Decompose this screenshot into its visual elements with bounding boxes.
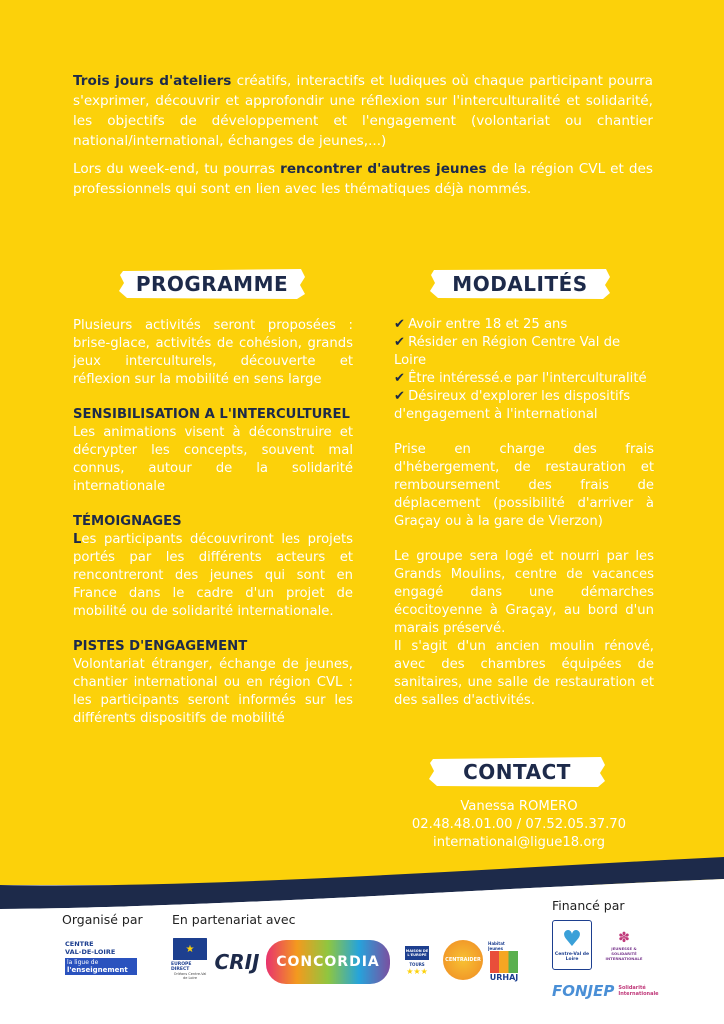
centraider-logo: CENTRAIDER xyxy=(443,940,483,980)
checkmark-icon: ✔ xyxy=(394,389,406,404)
moulin-text: Il s'agit d'un ancien moulin rénové, avec des chambres équipées de sanitaires, une salle de restauration et des salles d'activités. xyxy=(394,639,654,708)
hebergement-text: Le groupe sera logé et nourri par les Grands Moulins, centre de vacances engagé dans une démarches écocitoyenne à Graçay, au bord d'un marais préservé. xyxy=(394,549,654,636)
programme-intro: Plusieurs activités seront proposées : brise-glace, activités de cohésion, grands jeux interculturels, découverte et réflexion sur la mobilité en sens large xyxy=(73,318,353,387)
checkmark-icon: ✔ xyxy=(394,371,406,386)
maison-europe-logo: MAISON DE L'EUROPE TOURS ★★★ xyxy=(396,938,438,984)
section-title-temoignages: TÉMOIGNAGES xyxy=(73,514,182,529)
section-text-sensibilisation: Les animations visent à déconstruire et décrypter les concepts, souvent mal connus, autour de la solidarité internationale xyxy=(73,425,353,494)
modalites-column xyxy=(394,316,654,710)
prise-en-charge-text: Prise en charge des frais d'hébergement, de restauration et remboursement des frais de déplacement (possibilité d'arriver à Graçay ou à la gare de Vierzon) xyxy=(394,442,654,529)
contact-name: Vanessa ROMERO xyxy=(460,799,578,814)
section-text-pistes: Volontariat étranger, échange de jeunes, chantier international ou en région CVL : les participants seront informés sur les différents dispositifs de mobilité xyxy=(73,657,353,726)
concordia-logo: CONCORDIA xyxy=(266,940,390,984)
programme-column xyxy=(73,317,353,728)
intro-paragraph-2: Lors du week-end, tu pourras rencontrer d'autres jeunes de la région CVL et des professionnels qui sont en lien avec les thématiques déjà nommés. xyxy=(73,161,653,197)
fonjep-logo: FONJEP Solidarité Internationale xyxy=(552,980,664,1002)
requirement-item: ✔ Désireux d'explorer les dispositifs d'engagement à l'international xyxy=(394,389,631,422)
eu-flag-icon: ★ xyxy=(173,938,207,960)
intro-text xyxy=(73,71,653,207)
europe-direct-logo: ★ EUROPE DIRECT Orléans Centre-Val de Loire xyxy=(171,938,209,984)
heart-icon: ♥ xyxy=(562,927,582,952)
contact-title: CONTACT xyxy=(463,760,571,784)
modalites-title: MODALITÉS xyxy=(452,272,588,296)
region-cvl-logo: ♥ Centre-Val de Loire xyxy=(552,920,592,970)
checkmark-icon: ✔ xyxy=(394,317,406,332)
organise-label: Organisé par xyxy=(62,912,143,927)
urhaj-logo: Habitat Jeunes URHAJ xyxy=(488,938,520,984)
intro-paragraph-1: Trois jours d'ateliers créatifs, interactifs et ludiques où chaque participant pourra s'exprimer, découvrir et approfondir une réflexion sur l'interculturalité et solidarité, les objectifs de développement et l'engagement (volontariat ou chantier national/international, échanges de jeunes,...) xyxy=(73,73,653,149)
ligue-enseignement-logo: CENTRE VAL-DE-LOIRE la ligue de l'enseignement xyxy=(62,938,140,984)
contact-heading xyxy=(428,755,606,789)
contact-phones[interactable]: 02.48.48.01.00 / 07.52.05.37.70 xyxy=(411,817,627,832)
jeunesse-solidarite-logo: ✽ JEUNESSE & SOLIDARITÉ INTERNATIONALE xyxy=(600,920,648,970)
partenariat-label: En partenariat avec xyxy=(172,912,296,927)
section-title-sensibilisation: SENSIBILISATION A L'INTERCULTUREL xyxy=(73,407,350,422)
crij-logo: CRIJ xyxy=(212,940,262,984)
contact-block xyxy=(394,798,644,852)
contact-email[interactable]: international@ligue18.org xyxy=(433,835,605,850)
requirement-item: ✔ Avoir entre 18 et 25 ans xyxy=(394,317,568,332)
programme-heading xyxy=(117,267,307,301)
checkmark-icon: ✔ xyxy=(394,335,406,350)
modalites-heading xyxy=(429,267,611,301)
houses-icon xyxy=(490,951,518,973)
programme-title: PROGRAMME xyxy=(135,272,289,296)
section-title-pistes: PISTES D'ENGAGEMENT xyxy=(73,639,248,654)
requirement-item: ✔ Être intéressé.e par l'interculturalité xyxy=(394,371,647,386)
requirement-item: ✔ Résider en Région Centre Val de Loire xyxy=(394,335,621,368)
section-text-temoignages: Les participants découvriront les projets portés par les différents acteurs et rencontreront des jeunes qui sont en France dans le cadre d'un projet de mobilité ou de solidarité internationale. xyxy=(73,532,353,619)
finance-label: Financé par xyxy=(552,898,625,913)
figures-icon: ✽ xyxy=(618,929,630,946)
